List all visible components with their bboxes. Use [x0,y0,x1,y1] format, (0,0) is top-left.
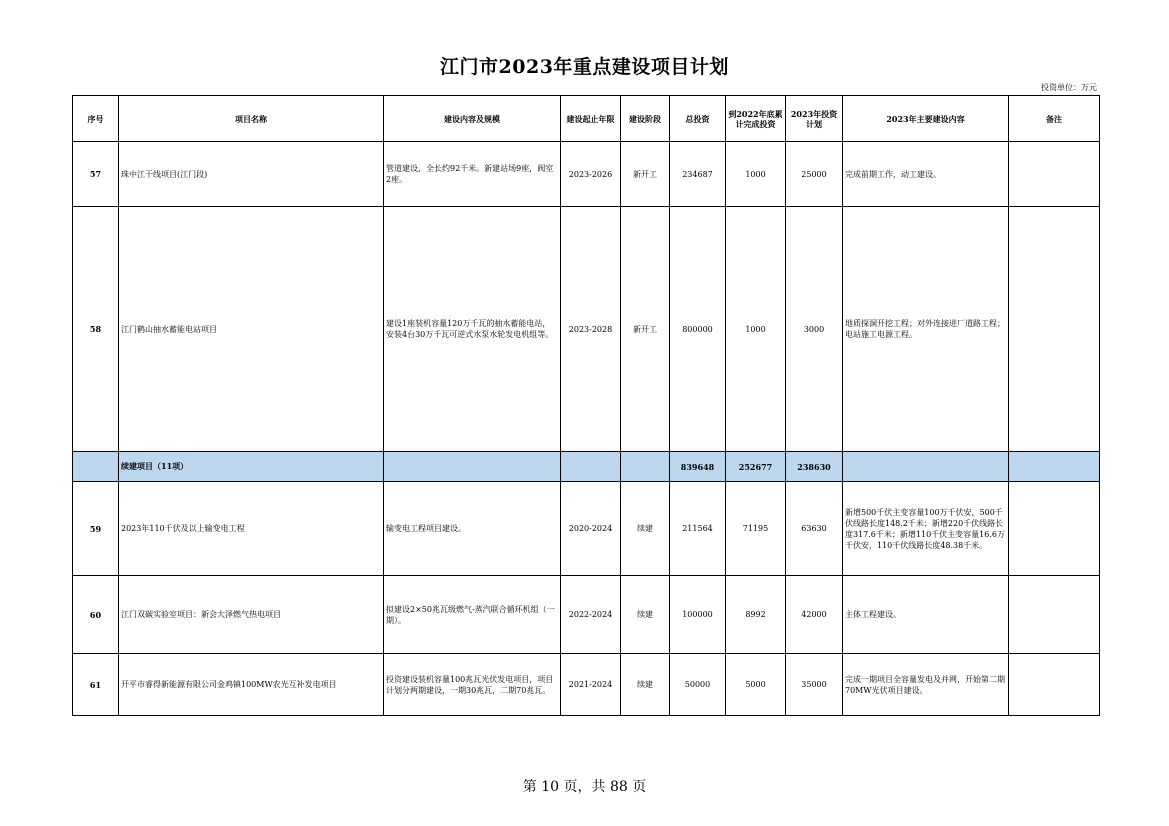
table-row [73,576,1100,654]
header-total: 总投资 [670,96,726,142]
subtotal-label: 续建项目（11项） [119,452,384,482]
header-name: 项目名称 [119,96,384,142]
row-content2023: 新增500千伏主变容量100万千伏安，500千伏线路长度148.2千米；新增220千伏线路长度317.6千米；新增110千伏主变容量16.6万千伏安，110千伏线路长度48.38千米。 [843,482,1009,576]
row-plan2023: 63630 [786,482,843,576]
row-content2023: 完成一期项目全容量发电及并网，开始第二期70MW光伏项目建设。 [843,654,1009,716]
row-cum2022: 1000 [726,142,786,207]
subtotal-no [73,452,119,482]
row-stage: 续建 [621,576,670,654]
row-no: 59 [73,482,119,576]
row-cum2022: 1000 [726,207,786,452]
row-no: 58 [73,207,119,452]
row-period: 2023-2028 [561,207,621,452]
subtotal-remark [1009,452,1100,482]
row-period: 2021-2024 [561,654,621,716]
table-row [73,654,1100,716]
table-row [73,482,1100,576]
row-total: 234687 [670,142,726,207]
row-scope: 管道建设，全长约92千米。新建站场9座，阀室2座。 [384,142,561,207]
page-footer: 第 10 页，共 88 页 [522,779,647,795]
row-remark [1009,142,1100,207]
row-remark [1009,207,1100,452]
header-period: 建设起止年限 [561,96,621,142]
row-scope: 投资建设装机容量100兆瓦光伏发电项目，项目计划分两期建设，一期30兆瓦，二期70兆瓦。 [384,654,561,716]
row-scope: 建设1座装机容量120万千瓦的抽水蓄能电站，安装4台30万千瓦可逆式水泵水轮发电机组等。 [384,207,561,452]
row-total: 50000 [670,654,726,716]
row-period: 2022-2024 [561,576,621,654]
row-stage: 新开工 [621,207,670,452]
row-name: 开平市睿得新能源有限公司金鸡镇100MW农光互补发电项目 [119,654,384,716]
table-row [73,142,1100,207]
row-name: 江门双碳实验室项目：新会大泽燃气热电项目 [119,576,384,654]
row-scope: 输变电工程项目建设。 [384,482,561,576]
row-content2023: 主体工程建设。 [843,576,1009,654]
row-period: 2020-2024 [561,482,621,576]
row-name: 2023年110千伏及以上输变电工程 [119,482,384,576]
row-plan2023: 3000 [786,207,843,452]
table-row [73,207,1100,452]
header-cum2022: 到2022年底累计完成投资 [726,96,786,142]
row-name: 江门鹤山抽水蓄能电站项目 [119,207,384,452]
row-cum2022: 8992 [726,576,786,654]
subtotal-plan2023: 238630 [786,452,843,482]
subtotal-content2023 [843,452,1009,482]
row-total: 211564 [670,482,726,576]
row-remark [1009,576,1100,654]
subtotal-scope [384,452,561,482]
header-remark: 备注 [1009,96,1100,142]
header-scope: 建设内容及规模 [384,96,561,142]
document-title: 江门市2023年重点建设项目计划 [440,56,729,78]
row-remark [1009,482,1100,576]
row-stage: 续建 [621,482,670,576]
row-period: 2023-2026 [561,142,621,207]
row-name: 珠中江干线项目(江门段) [119,142,384,207]
row-content2023: 地质探洞开挖工程；对外连接进厂道路工程；电站施工电源工程。 [843,207,1009,452]
header-content2023: 2023年主要建设内容 [843,96,1009,142]
row-plan2023: 35000 [786,654,843,716]
row-total: 100000 [670,576,726,654]
row-cum2022: 5000 [726,654,786,716]
subtotal-cum2022: 252677 [726,452,786,482]
row-cum2022: 71195 [726,482,786,576]
row-plan2023: 42000 [786,576,843,654]
row-total: 800000 [670,207,726,452]
investment-unit: 投资单位：万元 [1041,83,1097,92]
row-remark [1009,654,1100,716]
row-no: 61 [73,654,119,716]
header-plan2023: 2023年投资计划 [786,96,843,142]
project-plan-table [72,95,1100,716]
row-stage: 新开工 [621,142,670,207]
row-scope: 拟建设2×50兆瓦级燃气-蒸汽联合循环机组（一期）。 [384,576,561,654]
row-no: 60 [73,576,119,654]
row-plan2023: 25000 [786,142,843,207]
row-content2023: 完成前期工作，动工建设。 [843,142,1009,207]
table-header-row [73,96,1100,142]
row-stage: 续建 [621,654,670,716]
subtotal-period [561,452,621,482]
subtotal-total: 839648 [670,452,726,482]
header-stage: 建设阶段 [621,96,670,142]
row-no: 57 [73,142,119,207]
header-no: 序号 [73,96,119,142]
subtotal-row [73,452,1100,482]
subtotal-stage [621,452,670,482]
